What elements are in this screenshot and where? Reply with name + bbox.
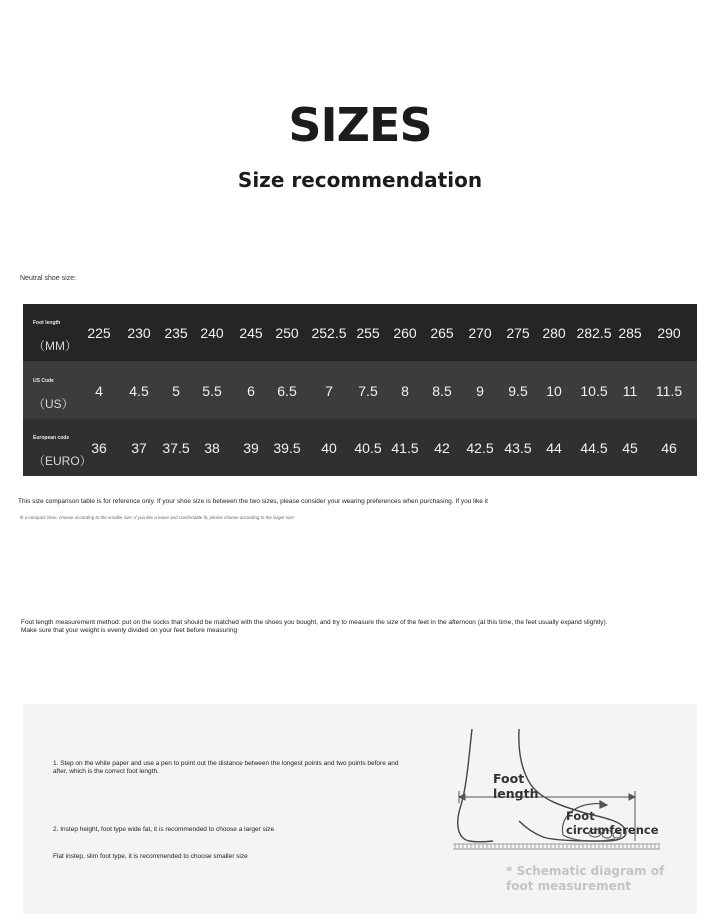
table-cell: 39.5: [273, 440, 301, 456]
row-unit: （EURO）: [33, 454, 92, 468]
table-cell: 255: [356, 325, 380, 341]
table-cell: 37.5: [162, 440, 190, 456]
foot-length-label: Foot length: [493, 771, 539, 801]
ground-icon: [453, 844, 660, 849]
row-label: European code: [33, 435, 70, 441]
table-cell: 43.5: [504, 440, 532, 456]
table-cell: 11.5: [655, 383, 683, 399]
table-cell: 4: [95, 383, 103, 399]
table-cell: 37: [131, 440, 147, 456]
page-subtitle: Size recommendation: [237, 168, 483, 192]
table-cell: 275: [506, 325, 530, 341]
table-cell: 230: [127, 325, 151, 341]
instruction-step-1: 1. Step on the white paper and use a pen to point out the distance between the longest points and two points before and after, which is the correct foot length.: [53, 760, 399, 775]
table-cell: 240: [200, 325, 224, 341]
page-title: SIZES: [288, 98, 432, 152]
table-cell: 252.5: [311, 325, 347, 341]
table-cell: 42: [434, 440, 450, 456]
table-cell: 265: [430, 325, 454, 341]
foot-circumference-label: Foot circumference: [566, 809, 659, 837]
table-row-european-code: [23, 419, 697, 476]
secondary-note: fit a compact shoe, choose according to the smaller size; if you like a loose and comfortable fit, please choose according to the larger size: [20, 515, 294, 520]
row-header: [23, 304, 83, 361]
table-cell: 39: [243, 440, 259, 456]
row-label: Foot length: [33, 320, 61, 326]
measurement-method: Foot length measurement method: put on the socks that should be matched with the shoes you bought, and try to measure the size of the feet in the afternoon (at this time, the feet usually expand slightly). Make sure that your weight is evenly divided on your feet before measuring: [21, 619, 608, 634]
table-cell: 6: [247, 383, 255, 399]
row-label: US Code: [33, 378, 54, 384]
table-cell: 36: [91, 440, 107, 456]
reference-note: This size comparison table is for reference only. If your shoe size is between the two sizes, please consider your wearing preferences when purchasing. If you like it: [18, 498, 488, 505]
table-cell: 6.5: [277, 383, 297, 399]
row-header: [23, 419, 92, 476]
foot-side-icon: [458, 729, 493, 842]
table-cell: 285: [618, 325, 642, 341]
table-cell: 5: [172, 383, 180, 399]
table-cell: 42.5: [466, 440, 494, 456]
table-cell: 235: [164, 325, 188, 341]
table-cell: 282.5: [576, 325, 612, 341]
table-cell: 46: [661, 440, 677, 456]
instruction-step-3: Flat instep, slim foot type, it is recommended to choose smaller size: [53, 853, 248, 860]
table-cell: 9: [476, 383, 484, 399]
table-cell: 245: [239, 325, 263, 341]
table-cell: 10: [546, 383, 562, 399]
size-table: [23, 304, 697, 476]
table-cell: 45: [622, 440, 638, 456]
table-cell: 10.5: [580, 383, 608, 399]
table-cell: 225: [87, 325, 111, 341]
table-cell: 280: [542, 325, 566, 341]
table-cell: 5.5: [202, 383, 222, 399]
table-cell: 7: [325, 383, 333, 399]
row-unit: （MM）: [33, 339, 77, 353]
table-row-us-code: [23, 362, 697, 418]
table-cell: 38: [204, 440, 220, 456]
row-header: [23, 362, 83, 418]
table-cell: 250: [275, 325, 299, 341]
table-cell: 11: [622, 383, 638, 399]
table-cell: 270: [468, 325, 492, 341]
table-cell: 40: [321, 440, 337, 456]
table-cell: 8: [401, 383, 409, 399]
table-caption: Neutral shoe size:: [20, 275, 77, 282]
table-cell: 260: [393, 325, 417, 341]
row-unit: （US）: [33, 397, 74, 411]
table-cell: 7.5: [358, 383, 378, 399]
table-cell: 44.5: [580, 440, 608, 456]
table-cell: 8.5: [432, 383, 452, 399]
table-cell: 40.5: [354, 440, 382, 456]
diagram-caption: * Schematic diagram of foot measurement: [506, 864, 665, 893]
table-cell: 41.5: [391, 440, 419, 456]
table-cell: 9.5: [508, 383, 528, 399]
table-row-foot-length: [23, 304, 697, 361]
table-cell: 44: [546, 440, 562, 456]
instruction-step-2: 2. Instep height, foot type wide fat, it is recommended to choose a larger size: [53, 826, 275, 833]
table-cell: 290: [657, 325, 681, 341]
table-cell: 4.5: [129, 383, 149, 399]
